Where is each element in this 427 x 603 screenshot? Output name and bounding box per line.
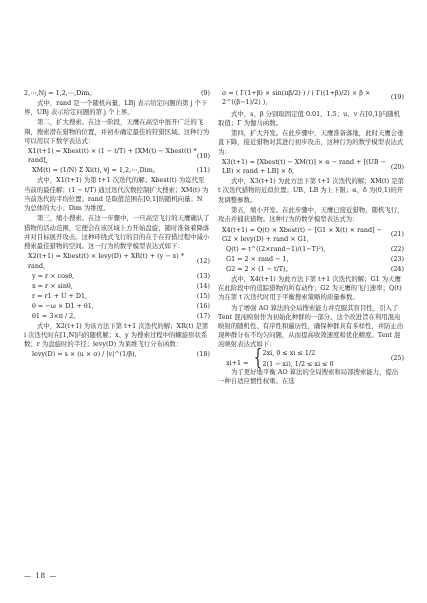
equation-11: [24, 166, 210, 175]
paragraph: 第三，缩小搜索。在这一步骤中，一旦高空飞行的天鹰确认了猎物的活动范围，它便会在该区域上方开始盘旋，随时准备着降落并对目标展开攻击。这种环绕式飞行的目的在于在狩猎过程中减小搜索最佳猎物的空间。这一行为的数学模型表达式如下：: [24, 214, 210, 250]
paragraph: 式中，X4(t+1) 为此方法下第 t+1 次迭代的解；G1 为天鹰在此阶段中的追踪猎物的所有动作；G2 为天鹰的飞行速率；Q(t) 为在第 t 次迭代时用于平衡搜索策略的质量参数。: [218, 274, 402, 302]
equation-number: (25): [390, 354, 404, 363]
paragraph: 式中，X2(t+1) 为该方法下第 t+1 次迭代的解；XR(t) 是第 i 次迭代时在[1,N]内的随机解；x、y 为搜索过程中的螺旋形状系数；r 为盘旋时的半径；levy(D) 为莱维飞行分布函数：: [24, 321, 209, 348]
paragraph: 式中，X3(t+1) 为此方法下第 t+1 次迭代的解；XM(t) 是第 t 次迭代猎物的近似位置；UB、LB 为上下限；α、δ 为(0,1)的开发调整参数。: [218, 177, 404, 204]
equation-22: [218, 245, 404, 254]
equation-text: 2,⋯,Nj = 1,2,⋯,Dim。: [24, 88, 96, 97]
equation-text: G1 = 2 × rand − 1,: [226, 254, 289, 263]
equation-number: (10): [196, 151, 210, 160]
equation-number: (16): [196, 301, 210, 310]
paragraph: 式中，X1(t+1) 为第 t+1 次迭代的解；Xbest(t) 为迄代至当前的最佳解；(1 − t/T) 通过迭代次数控制扩大搜索；XM(t) 为当前迭代的平均位置；rand 是取值范围在[0,1]的随机向量；N 为总体的大小；Dim 为维度。: [24, 176, 209, 212]
equation-18: [24, 350, 210, 359]
equation-number: (22): [390, 244, 404, 253]
case-line: 2xi, 0 ≤ xi ≤ 1/2: [262, 348, 316, 357]
equation-text: X4(t+1) = Q(t) × Xbest(t) − [G1 × X(t) × rand] − G2 × levy(D) + rand × G1,: [222, 225, 383, 243]
equation-number: (19): [390, 93, 404, 102]
paragraph: 第二，扩大搜索。在这一阶段，天鹰在高空中展开广泛的飞翔，搜索潜在猎物的位置，并初步确定最佳的狩猎区域。这种行为可以用以下数学表达式：: [24, 118, 210, 145]
paragraph: 式中，s、β 分别取固定值 0.01、1.5；u、v 在[0,1]内随机取值；Γ 为伽马函数。: [218, 109, 400, 127]
equation-text: y = r × cosθ,: [32, 271, 75, 280]
paragraph: 为了增强 AO 算法的全局搜索能力并克服其盲目性，引入了 Tent 混沌映射作为初始化种群的一部分。这个改进旨在利用混沌映射的随机性、有序性和遍历性，确保种群具有多样性，并防止出现种群分布不均匀问题，从而提高收敛速度和优化精度。Tent 混沌映射表达式如下：: [218, 303, 404, 349]
equation-9-tail: [24, 89, 210, 98]
equation-number: (17): [196, 311, 210, 320]
equation-10: [24, 147, 210, 165]
equation-number: (24): [390, 264, 404, 273]
equation-number: (21): [390, 230, 404, 239]
equation-text: θ1 = 3×π / 2。: [32, 311, 80, 320]
paragraph: 为了更好地平衡 AO 算法的全局搜索和局部搜索能力，提出一种自适应惯性权重。在选: [218, 367, 399, 385]
equation-number: (23): [390, 254, 404, 263]
equation-number: (15): [196, 291, 210, 300]
equation-21: [218, 226, 404, 244]
equation-20: [218, 158, 404, 176]
equation-14: [24, 282, 210, 291]
equation-13: [24, 272, 210, 281]
paragraph: 第五，缩小开发。在此步骤中，天鹰已接近猎物，随机飞行，攻击并捕获猎物。这种行为的数学模型表达式为：: [218, 205, 404, 224]
equation-number: (14): [196, 281, 210, 290]
page-number: — 18 —: [24, 572, 58, 580]
equation-24: [218, 265, 404, 274]
equation-23: [218, 255, 404, 264]
paragraph: 式中，rand 是一个随机向量，LBj 表示给定问题的第 j 个下界，UBj 表示给定问题的第 j 个上界。: [24, 98, 208, 116]
equation-text: r = r1 + U + D1,: [32, 291, 88, 300]
equation-piecewise: [218, 345, 334, 371]
case-line: 2(1 − xi), 1/2 ≤ xi ≤ 0: [262, 359, 334, 368]
equation-19: [218, 87, 404, 109]
left-column: [24, 88, 210, 360]
equation-text: X3(t+1) = [Xbest(t) − XM(t)] × α − rand + [(UB − LB) × rand + LB] × δ,: [222, 157, 386, 176]
equation-text: X1(t+1) = Xbest(t) × (1 − t/T) + [XM(t) − Xbest(t) * rand],: [28, 147, 197, 165]
paragraph: 第四，扩大开发。在此步骤中，天鹰准备落地，此时天鹰会垂直下降，接近猎物对其进行初步攻击，这种行为的数学模型表达式为：: [218, 129, 404, 156]
equation-number: (9): [200, 88, 210, 97]
piecewise-cases: [251, 345, 334, 371]
equation-25: [218, 345, 404, 371]
equation-15: [24, 292, 210, 301]
equation-text: levy(D) = s × (u × σ) / |v|^(1/β),: [32, 350, 137, 359]
equation-17: [24, 312, 210, 321]
equation-lhs: xi+1 =: [226, 358, 249, 367]
equation-number: (18): [196, 350, 210, 359]
equation-number: (20): [390, 162, 404, 171]
equation-number: (11): [196, 166, 210, 175]
case-lines: [263, 349, 334, 369]
equation-text: σ = ( Γ(1+β) × sin(πβ/2) ) / ( Γ((1+β)/2) × β × 2^((β−1)/2) ),: [222, 88, 371, 106]
brace-glyph: {: [253, 345, 262, 371]
equation-text: G2 = 2 × (1 − t/T)。: [226, 264, 292, 273]
equation-text: XM(t) = (1/N) Σ Xi(t), ∀j = 1,2,⋯,Dim。: [32, 166, 160, 175]
equation-12: [24, 252, 210, 270]
right-column: [218, 86, 404, 387]
equation-number: (12): [196, 256, 210, 265]
equation-text: θ = −ω × D1 + θ1,: [32, 301, 94, 310]
equation-text: Q(t) = t^((2×rand−1)/(1−T)²),: [226, 244, 326, 253]
equation-number: (13): [196, 271, 210, 280]
equation-text: x = r × sinθ,: [32, 281, 73, 290]
equation-16: [24, 302, 210, 311]
equation-text: X2(t+1) = Xbest(t) × levy(D) + XR(t) + (y − x) * rand,: [28, 252, 185, 270]
